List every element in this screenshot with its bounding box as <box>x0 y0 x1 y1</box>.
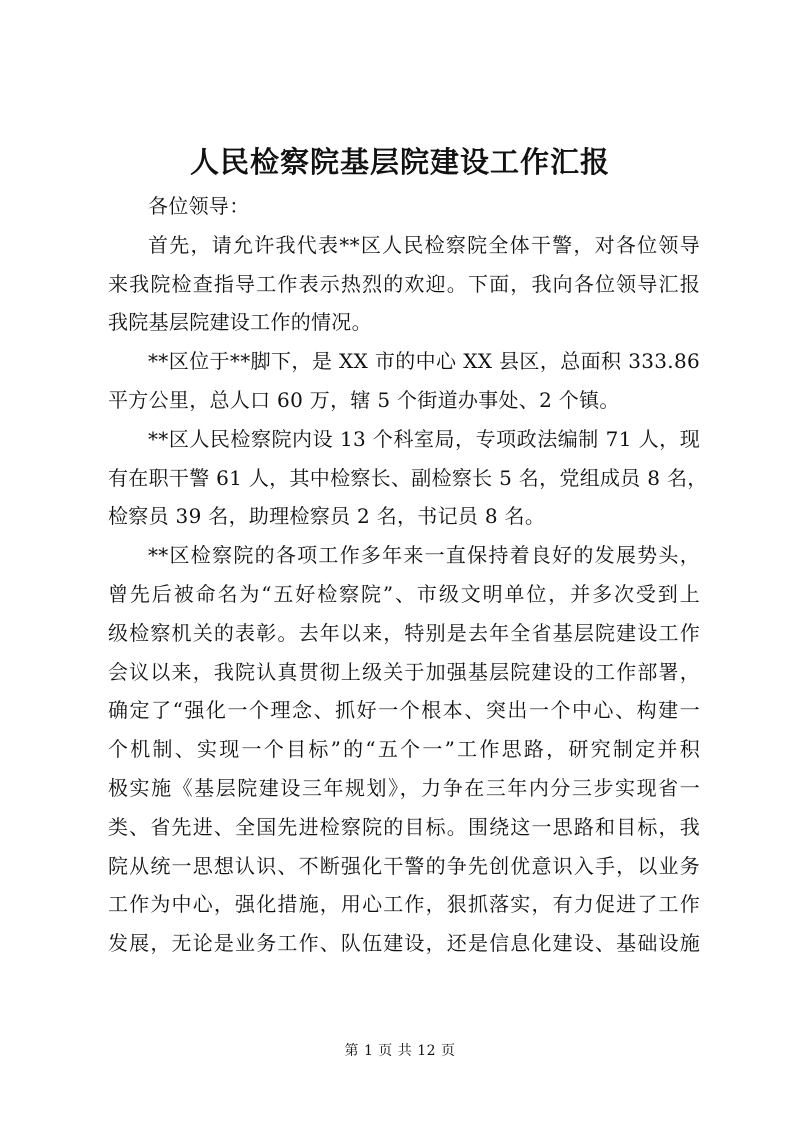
text-line: 各位领导： <box>148 194 250 218</box>
text-line: 工作为中心，强化措施，用心工作，狠抓落实，有力促进了工作 <box>108 892 700 917</box>
text-line: 会议以来，我院认真贯彻上级关于加强基层院建设的工作部署， <box>108 659 700 684</box>
text-line: 极实施《基层院建设三年规划》，力争在三年内分三步实现省一 <box>108 775 700 800</box>
text-line: **区检察院的各项工作多年来一直保持着良好的发展势头， <box>148 543 700 568</box>
text-line: 发展，无论是业务工作、队伍建设，还是信息化建设、基础设施 <box>108 931 700 956</box>
document-body <box>108 187 708 963</box>
text-line: 检察员 39 名，助理检察员 2 名，书记员 8 名。 <box>108 504 546 529</box>
text-line: 院从统一思想认识、不断强化干警的争先创优意识入手，以业务 <box>108 853 700 878</box>
document-title: 人民检察院基层院建设工作汇报 <box>189 145 610 179</box>
text-line: 我院基层院建设工作的情况。 <box>108 310 372 335</box>
text-line: 曾先后被命名为“五好检察院”、市级文明单位，并多次受到上 <box>108 581 700 606</box>
text-line: 有在职干警 61 人，其中检察长、副检察长 5 名，党组成员 8 名， <box>108 465 708 490</box>
text-line: 个机制、实现一个目标”的“五个一”工作思路，研究制定并积 <box>108 737 700 762</box>
text-line: 来我院检查指导工作表示热烈的欢迎。下面，我向各位领导汇报 <box>108 271 700 296</box>
text-line: **区人民检察院内设 13 个科室局，专项政法编制 71 人，现 <box>148 426 700 451</box>
text-line: 平方公里，总人口 60 万，辖 5 个街道办事处、2 个镇。 <box>108 387 620 412</box>
text-line: 级检察机关的表彰。去年以来，特别是去年全省基层院建设工作 <box>108 620 700 645</box>
text-line: 类、省先进、全国先进检察院的目标。围绕这一思路和目标，我 <box>108 814 700 839</box>
page-footer: 第 1 页 共 12 页 <box>344 1043 456 1059</box>
text-line: 首先，请允许我代表**区人民检察院全体干警，对各位领导 <box>148 232 700 257</box>
text-line: **区位于**脚下，是 XX 市的中心 XX 县区，总面积 333.86 <box>148 349 700 374</box>
text-line: 确定了“强化一个理念、抓好一个根本、突出一个中心、构建一 <box>108 698 700 723</box>
